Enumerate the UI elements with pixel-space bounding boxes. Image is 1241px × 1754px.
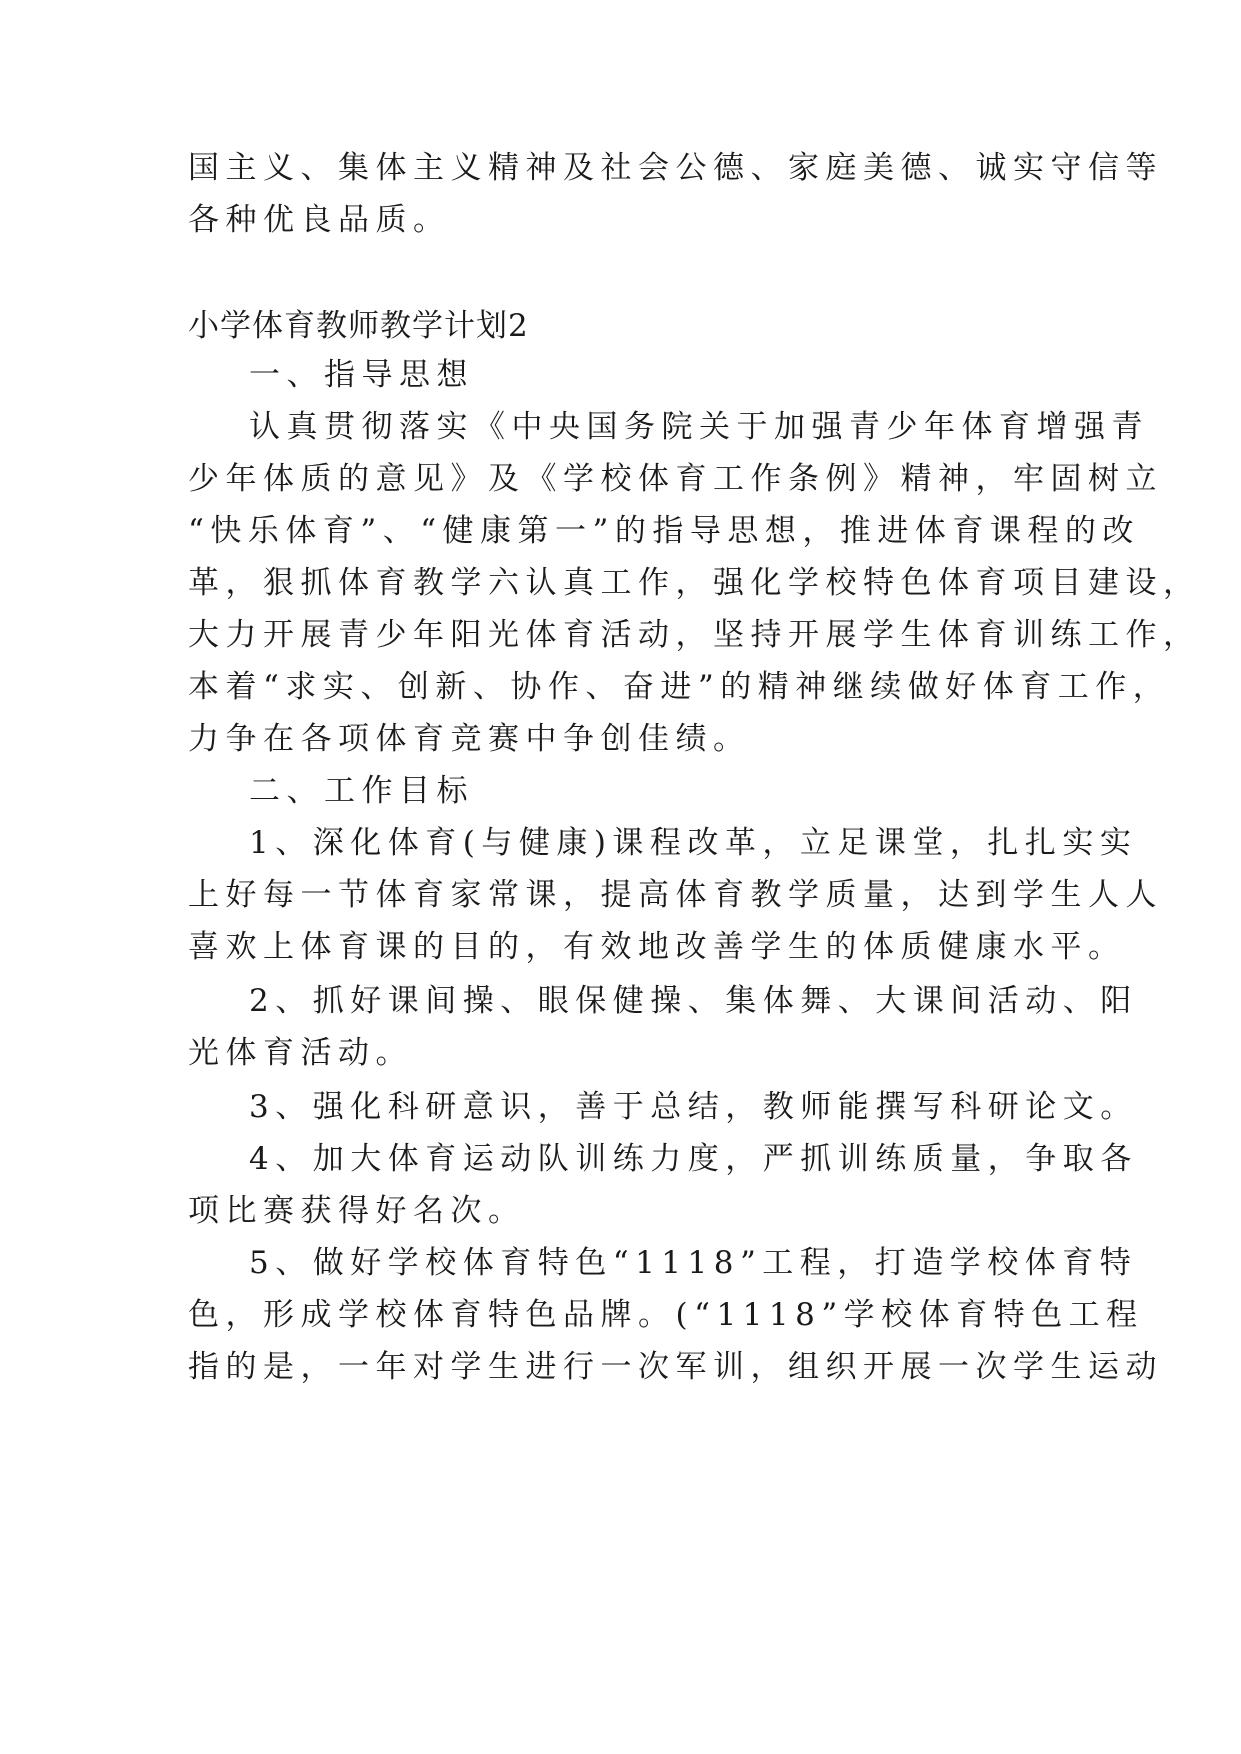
section1-line-4: 革，狠抓体育教学六认真工作，强化学校特色体育项目建设， <box>188 565 1201 601</box>
goal2-line-1: 2、抓好课间操、眼保健操、集体舞、大课间活动、阳 <box>249 983 1138 1019</box>
goal5-line-3: 指的是，一年对学生进行一次军训，组织开展一次学生运动 <box>188 1349 1163 1385</box>
section1-line-3: “快乐体育”、“健康第一”的指导思想，推进体育课程的改 <box>188 513 1140 549</box>
goal4-line-2: 项比赛获得好名次。 <box>188 1193 526 1229</box>
section1-line-5: 大力开展青少年阳光体育活动，坚持开展学生体育训练工作， <box>188 617 1201 653</box>
goal2-line-2: 光体育活动。 <box>188 1035 413 1071</box>
goal1-line-2: 上好每一节体育家常课，提高体育教学质量，达到学生人人 <box>188 877 1163 913</box>
section2-heading: 二、工作目标 <box>249 773 474 809</box>
intro-line-2: 各种优良品质。 <box>188 202 451 238</box>
section1-line-2: 少年体质的意见》及《学校体育工作条例》精神，牢固树立 <box>188 461 1163 497</box>
goal1-line-3: 喜欢上体育课的目的，有效地改善学生的体质健康水平。 <box>188 929 1126 965</box>
goal1-line-1: 1、深化体育(与健康)课程改革，立足课堂，扎扎实实 <box>249 825 1138 861</box>
goal3-line-1: 3、强化科研意识，善于总结，教师能撰写科研论文。 <box>249 1089 1138 1125</box>
section1-line-1: 认真贯彻落实《中央国务院关于加强青少年体育增强青 <box>249 409 1149 445</box>
section1-heading: 一、指导思想 <box>249 357 474 393</box>
goal4-line-1: 4、加大体育运动队训练力度，严抓训练质量，争取各 <box>249 1141 1138 1177</box>
section1-line-6: 本着“求实、创新、协作、奋进”的精神继续做好体育工作， <box>188 669 1171 705</box>
intro-line-1: 国主义、集体主义精神及社会公德、家庭美德、诚实守信等 <box>188 150 1163 186</box>
goal5-line-1: 5、做好学校体育特色“1118”工程，打造学校体育特 <box>249 1245 1138 1281</box>
section1-line-7: 力争在各项体育竞赛中争创佳绩。 <box>188 721 751 757</box>
goal5-line-2: 色，形成学校体育特色品牌。(“1118”学校体育特色工程 <box>188 1297 1144 1333</box>
document-title: 小学体育教师教学计划2 <box>188 308 529 344</box>
